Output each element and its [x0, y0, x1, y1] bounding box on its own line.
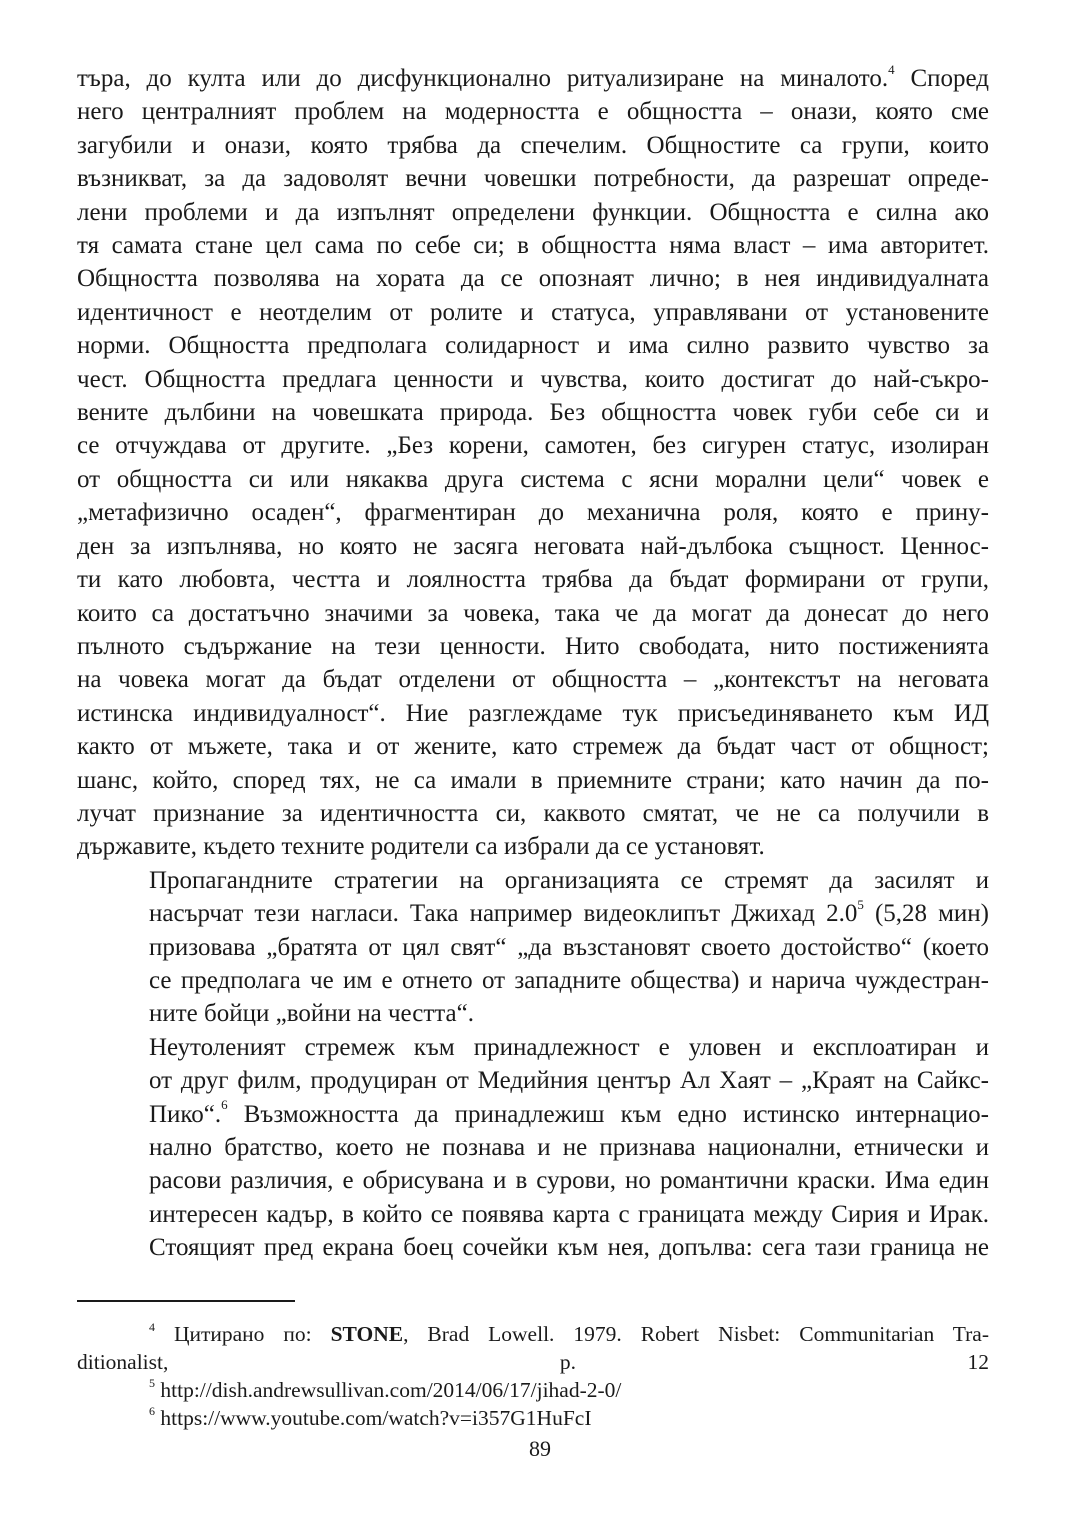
text-line: истинска индивидуалност“. Ние разглеждаме тук присъединяването към ИД — [77, 699, 989, 727]
text-line: Стоящият пред екрана боец сочейки към нея, допълва: сега тази граница не — [149, 1234, 989, 1262]
paragraph-1 — [77, 62, 989, 864]
footnote-ref-6[interactable]: 6 — [221, 1097, 228, 1113]
text-line: лучат признание за идентичността си, каквото смятат, че не са получили в — [77, 799, 989, 827]
text-line: него централният проблем на модерността е общността – онази, която сме — [77, 98, 989, 126]
text-line: както от мъжете, така и от жените, като стремеж да бъдат част от общност; — [77, 733, 989, 761]
text-line: вените дълбини на човешката природа. Без общността човек губи себе си и — [77, 399, 989, 427]
text-line: интересен кадър, в който се появява карта с границата между Сирия и Ирак. — [149, 1200, 989, 1228]
text-line: търа, до култа или до дисфункционално ритуализиране на миналото.$^4$ Според — [77, 61, 990, 92]
footnotes — [77, 1320, 989, 1432]
text-line: които са достатъчно значими за човека, така че да могат да донесат до него — [77, 599, 989, 627]
text-line: насърчат тези нагласи. Така например видеоклипът Джихад $2.0^5$ (5,28 мин) — [149, 896, 990, 928]
footnote-4 — [77, 1320, 989, 1376]
footnote-ref-5[interactable]: 5 — [857, 896, 864, 912]
text-line: чест. Общността предлага ценности и чувства, които достигат до най-съкро- — [77, 365, 989, 393]
paragraph-3 — [77, 1031, 989, 1265]
footnote-link[interactable]: https://www.youtube.com/watch?v=i357G1HuFcI — [155, 1406, 592, 1430]
paragraph-2 — [77, 864, 989, 1031]
text-line: се отчуждава от другите. „Без корени, самотен, без сигурен статус, изолиран — [77, 432, 989, 460]
text-line: идентичност е неотделим от ролите и статуса, управлявани от установените — [77, 298, 989, 326]
footnote-mark: 6 — [149, 1403, 155, 1418]
text-line: загубили и онази, която трябва да спечелим. Общностите са групи, които — [77, 131, 989, 159]
text-line: нално братство, което не познава и не признава национални, етнически и — [149, 1134, 989, 1161]
text-line: призовава „братята от цял свят“ „да възстановят своето достойство“ (което — [149, 933, 989, 961]
text-line: тя самата стане цел сама по себе си; в общността няма власт – има авторитет. — [77, 232, 989, 260]
text-line: „метафизично осаден“, фрагментиран до механична роля, която е прину- — [77, 499, 989, 527]
footnote-ref-4[interactable]: 4 — [888, 61, 895, 77]
footnote-mark: 5 — [149, 1375, 155, 1390]
page-body — [77, 62, 989, 1265]
text-line: ти като любовта, честта и лоялността трябва да бъдат формирани от групи, — [77, 566, 989, 594]
footnote-line: ditionalist, p. 12 — [77, 1350, 989, 1374]
page-number: 89 — [529, 1436, 551, 1461]
text-line: Неутоленият стремеж към принадлежност е уловен и експлоатиран и — [149, 1033, 989, 1061]
footnote-link[interactable]: http://dish.andrewsullivan.com/2014/06/17/jihad-2-0/ — [155, 1378, 622, 1402]
text-line: ден за изпълнява, но която не засяга неговата най-дълбока същност. Ценнос- — [77, 532, 989, 560]
text-line: Общността позволява на хората да се опознаят лично; в нея индивидуалната — [77, 265, 989, 293]
footnote-line: $^4$ Цитирано по: STONE, Brad Lowell. 1979. Robert Nisbet: Communitarian Tra- — [149, 1319, 989, 1346]
text-line: се предполага че им е отнето от западните общества) и нарича чуждестран- — [149, 966, 989, 994]
text-line: Пико“.$^6$ Възможността да принадлежиш към едно истинско интернацио- — [149, 1097, 989, 1128]
text-line: шанс, който, според тях, не са имали в приемните страни; като начин да по- — [77, 766, 989, 794]
text-line: на човека могат да бъдат отделени от общността – „контекстът на неговата — [77, 666, 989, 694]
footnote-5 — [77, 1376, 989, 1404]
text-line: от друг филм, продуциран от Медийния център Ал Хаят – „Краят на Сайкс- — [149, 1067, 989, 1095]
text-line: пълното съдържание на тези ценности. Нито свободата, нито постиженията — [77, 632, 989, 660]
text-line: възникват, за да задоволят вечни човешки потребности, да разрешат опреде- — [77, 165, 989, 193]
footnote-6 — [77, 1404, 989, 1432]
author-name: STONE — [330, 1322, 404, 1346]
text-line: от общността си или някаква друга система с ясни морални цели“ човек е — [77, 465, 989, 493]
footnote-mark: 4 — [149, 1319, 155, 1334]
text-line: държавите, където техните родители са избрали да се установят. — [77, 833, 765, 861]
text-line: лени проблеми и да изпълнят определени функции. Общността е силна ако — [77, 198, 989, 226]
footnote-separator — [77, 1300, 295, 1302]
text-line: ните бойци „войни на честта“. — [149, 1000, 474, 1028]
text-line: норми. Общността предполага солидарност и има силно развито чувство за — [77, 332, 989, 360]
text-line: Пропагандните стратегии на организацията се стремят да засилят и — [149, 866, 989, 894]
text-line: расови различия, е обрисувана и в сурови, но романтични краски. Има един — [149, 1167, 989, 1195]
